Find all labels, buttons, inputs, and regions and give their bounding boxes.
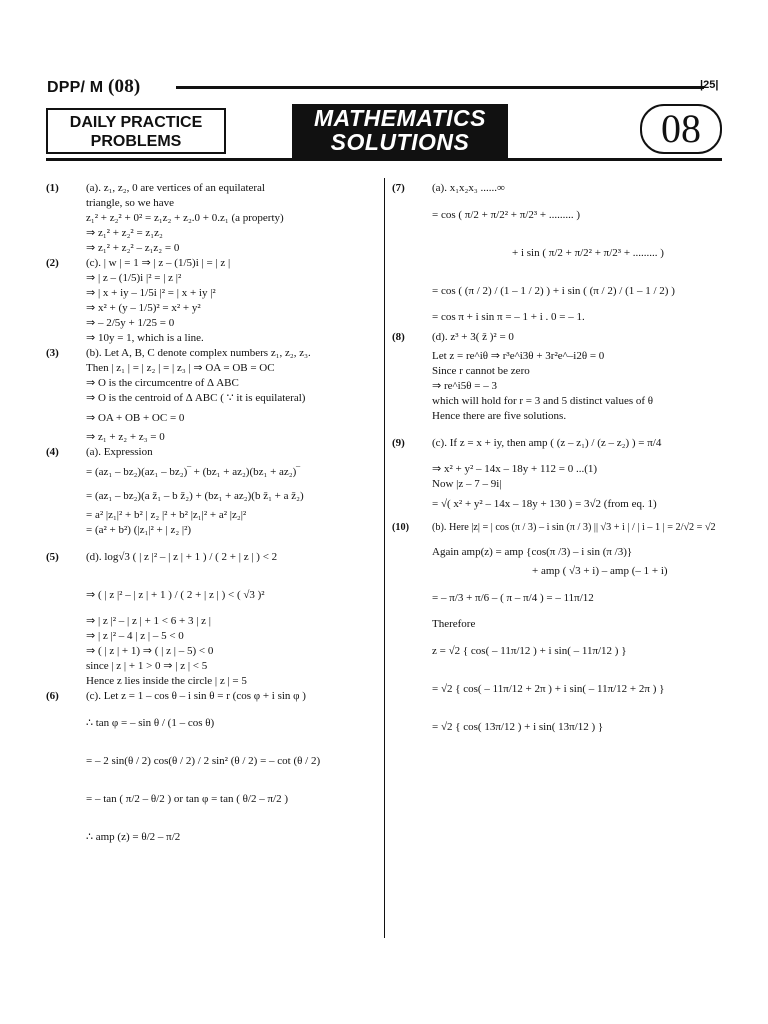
series-number: (08)	[107, 76, 141, 97]
dpp-box-line1: DAILY PRACTICE	[69, 114, 203, 131]
solution-line: ⇒ ( | z |² – | z | + 1 ) / ( 2 + | z | ) < ( √3 )²	[86, 589, 265, 601]
solution-line: ⇒ O is the centroid of Δ ABC ( ∵ it is equilateral)	[86, 392, 306, 404]
solution-line: z = √2 { cos( – 11π/12 ) + i sin( – 11π/12 ) }	[432, 645, 627, 657]
solution-line: since | z | + 1 > 0 ⇒ | z | < 5	[86, 660, 208, 672]
solution-line: (4) (a). Expression	[46, 446, 153, 458]
solution-line: + amp ( √3 + i) – amp (– 1 + i)	[532, 565, 668, 577]
solution-line: = √2 { cos( – 11π/12 + 2π ) + i sin( – 11π/12 + 2π ) }	[432, 683, 665, 695]
solution-line: (8) (d). z³ + 3( z̄ )² = 0	[392, 331, 514, 343]
page-number-text: 25	[703, 79, 716, 91]
solution-line: = cos ( (π / 2) / (1 – 1 / 2) ) + i sin ( (π / 2) / (1 – 1 / 2) )	[432, 285, 675, 297]
solution-line: ⇒ – 2/5y + 1/25 = 0	[86, 317, 175, 329]
series-number-text: 08	[114, 76, 134, 97]
banner-line2: SOLUTIONS	[330, 129, 470, 155]
dpp-box	[46, 108, 226, 154]
dpp-box-line2: PROBLEMS	[90, 133, 182, 150]
solution-line: z₁² + z₂² + 0² = z₁z₂ + z₂.0 + 0.z₁ (a property)	[86, 212, 284, 224]
solution-line: (2) (c). | w | = 1 ⇒ | z – (1/5)i | = | z |	[46, 257, 231, 269]
solution-line: = (a² + b²) (|z₁|² + | z₂ |²)	[86, 524, 192, 536]
series-label	[47, 76, 140, 98]
solution-line: (3) (b). Let A, B, C denote complex numbers z₁, z₂, z₃.	[46, 347, 311, 359]
solution-line: ⇒ OA + OB + OC = 0	[86, 412, 185, 424]
solution-line: triangle, so we have	[86, 197, 174, 209]
solution-line: ⇒ | z |² – | z | + 1 < 6 + 3 | z |	[86, 615, 211, 627]
left-column	[46, 181, 382, 856]
right-column	[392, 181, 722, 746]
solution-line: = cos π + i sin π = – 1 + i . 0 = – 1.	[432, 311, 585, 323]
solution-line: = √( x² + y² – 14x – 18y + 130 ) = 3√2 (from eq. 1)	[432, 498, 657, 510]
solution-line: Again amp(z) = amp {cos(π /3) – i sin (π /3)}	[432, 546, 633, 558]
solution-line: Hence z lies inside the circle | z | = 5	[86, 675, 247, 687]
solution-line: = – 2 sin(θ / 2) cos(θ / 2) / 2 sin² (θ / 2) = – cot (θ / 2)	[86, 755, 321, 767]
solution-line: (6) (c). Let z = 1 – cos θ – i sin θ = r (cos φ + i sin φ )	[46, 690, 306, 702]
header-rule	[176, 86, 704, 89]
solutions-banner	[292, 104, 508, 158]
solution-line: ⇒ 10y = 1, which is a line.	[86, 332, 204, 344]
solution-line: ⇒ | x + iy – 1/5i |² = | x + iy |²	[86, 287, 216, 299]
solution-line: = √2 { cos( 13π/12 ) + i sin( 13π/12 ) }	[432, 721, 604, 733]
solution-line: = (az₁ – bz₂)(a z̄₁ – b z̄₂) + (bz₁ + az₂)(b z̄₁ + a z̄₂)	[86, 490, 304, 502]
solution-line: ⇒ ( | z | + 1) ⇒ ( | z | – 5) < 0	[86, 645, 214, 657]
solution-line: ⇒ | z |² – 4 | z | – 5 < 0	[86, 630, 184, 642]
solution-line: = – π/3 + π/6 – ( π – π/4 ) = – 11π/12	[432, 592, 594, 604]
solution-line: ⇒ z₁² + z₂² = z₁z₂	[86, 227, 163, 239]
header-separator	[46, 158, 722, 161]
solution-line: Let z = re^iθ ⇒ r³e^i3θ + 3r²e^–i2θ = 0	[432, 350, 605, 362]
solution-line: (5) (d). log√3 ( | z |² – | z | + 1 ) / ( 2 + | z | ) < 2	[46, 551, 278, 563]
solution-line: Since r cannot be zero	[432, 365, 530, 377]
solution-line: = cos ( π/2 + π/2² + π/2³ + ......... )	[432, 209, 580, 221]
solution-line: Hence there are five solutions.	[432, 410, 567, 422]
solution-line: ⇒ | z – (1/5)i |² = | z |²	[86, 272, 182, 284]
solution-line: Then | z₁ | = | z₂ | = | z₃ | ⇒ OA = OB = OC	[86, 362, 275, 374]
solution-line: ∴ tan φ = – sin θ / (1 – cos θ)	[86, 717, 215, 729]
solution-line: ⇒ x² + y² – 14x – 18y + 112 = 0 ...(1)	[432, 463, 598, 475]
solution-line: (1) (a). z₁, z₂, 0 are vertices of an equilateral	[46, 182, 265, 194]
page-number: |25|	[700, 79, 719, 91]
solution-line: which will hold for r = 3 and 5 distinct values of θ	[432, 395, 654, 407]
solution-line: ⇒ x² + (y – 1/5)² = x² + y²	[86, 302, 201, 314]
solution-line: Therefore	[432, 618, 476, 630]
series-text: DPP/ M	[47, 79, 104, 96]
sheet-number-text: 08	[661, 106, 701, 151]
column-divider	[384, 178, 385, 938]
solution-line: (7) (a). x₁x₂x₃ ......∞	[392, 182, 505, 194]
solution-line: ∴ amp (z) = θ/2 – π/2	[86, 831, 181, 843]
solution-line: ⇒ O is the circumcentre of Δ ABC	[86, 377, 239, 389]
solution-line: + i sin ( π/2 + π/2² + π/2³ + ......... )	[512, 247, 664, 259]
banner-line1: MATHEMATICS	[313, 105, 486, 131]
solution-line: (9) (c). If z = x + iy, then amp ( (z – z₁) / (z – z₂) ) = π/4	[392, 437, 662, 449]
solution-line: Now |z – 7 – 9i|	[432, 478, 502, 490]
solution-line: = (az₁ – bz₂)(az₁ – bz₂)‾ + (bz₁ + az₂)(bz₁ + az₂)‾	[86, 466, 300, 478]
solution-line: (10) (b). Here |z| = | cos (π / 3) – i sin (π / 3) || √3 + i | / | i – 1 | = 2/√2 = √2	[392, 522, 716, 533]
solution-line: ⇒ z₁² + z₂² – z₁z₂ = 0	[86, 242, 180, 254]
solution-line: = – tan ( π/2 – θ/2 ) or tan φ = tan ( θ/2 – π/2 )	[86, 793, 289, 805]
sheet-number-badge	[640, 104, 722, 154]
solution-line: ⇒ z₁ + z₂ + z₃ = 0	[86, 431, 165, 443]
solution-line: ⇒ re^i5θ = – 3	[432, 380, 497, 392]
solution-line: = a² |z₁|² + b² | z₂ |² + b² |z₁|² + a² |z₂|²	[86, 509, 247, 521]
